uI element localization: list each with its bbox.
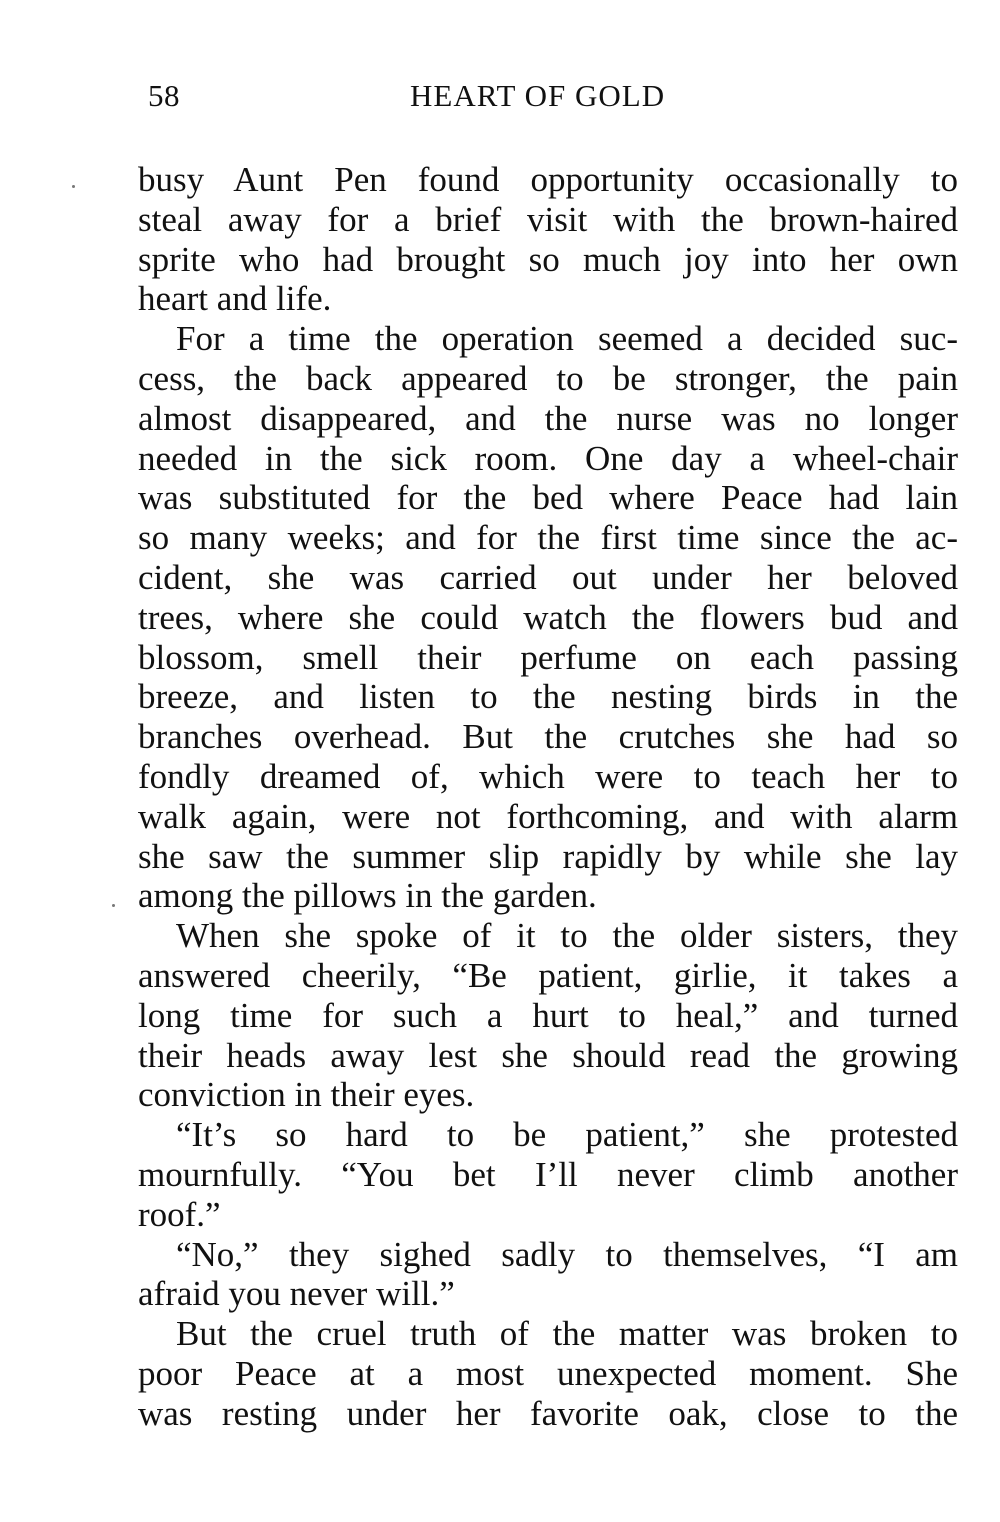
text-line: poor Peace at a most unexpected moment. She [138, 1353, 958, 1393]
text-line: needed in the sick room. One day a wheel-chair [138, 438, 958, 478]
text-line: fondly dreamed of, which were to teach her to [138, 756, 958, 796]
text-line: she saw the summer slip rapidly by while she lay [138, 836, 958, 876]
text-line: For a time the operation seemed a decided suc- [176, 319, 958, 359]
text-line: heart and life. [138, 279, 332, 319]
text-line: walk again, were not forthcoming, and with alarm [138, 796, 958, 836]
text-line: was resting under her favorite oak, close to the [138, 1393, 958, 1433]
text-line: answered cheerily, “Be patient, girlie, it takes a [138, 955, 958, 995]
text-line: almost disappeared, and the nurse was no longer [138, 398, 958, 438]
scan-speck [112, 904, 115, 907]
text-line: was substituted for the bed where Peace had lain [138, 478, 958, 518]
text-line: afraid you never will.” [138, 1274, 455, 1314]
running-title: HEART OF GOLD [410, 78, 666, 113]
page-number: 58 [148, 78, 180, 113]
text-line: mournfully. “You bet I’ll never climb another [138, 1154, 958, 1194]
text-line: cident, she was carried out under her beloved [138, 557, 958, 597]
text-line: But the cruel truth of the matter was broken to [176, 1314, 958, 1354]
scan-speck [72, 185, 75, 188]
text-line: sprite who had brought so much joy into her own [138, 239, 958, 279]
text-line: “It’s so hard to be patient,” she protested [176, 1115, 958, 1155]
text-line: When she spoke of it to the older sisters, they [176, 916, 958, 956]
text-line: so many weeks; and for the first time since the ac- [138, 518, 958, 558]
text-line: cess, the back appeared to be stronger, the pain [138, 358, 958, 398]
text-line: roof.” [138, 1194, 221, 1234]
text-line: “No,” they sighed sadly to themselves, “I am [176, 1234, 958, 1274]
text-line: steal away for a brief visit with the brown-haired [138, 199, 958, 239]
text-line: breeze, and listen to the nesting birds in the [138, 677, 958, 717]
text-line: their heads away lest she should read the growing [138, 1035, 958, 1075]
body-text [138, 160, 958, 1434]
text-line: long time for such a hurt to heal,” and turned [138, 995, 958, 1035]
text-line: busy Aunt Pen found opportunity occasionally to [138, 160, 958, 199]
text-line: branches overhead. But the crutches she had so [138, 717, 958, 757]
text-line: among the pillows in the garden. [138, 876, 597, 916]
text-line: trees, where she could watch the flowers bud and [138, 597, 958, 637]
running-head [148, 78, 708, 118]
text-line: conviction in their eyes. [138, 1075, 475, 1115]
text-line: blossom, smell their perfume on each passing [138, 637, 958, 677]
